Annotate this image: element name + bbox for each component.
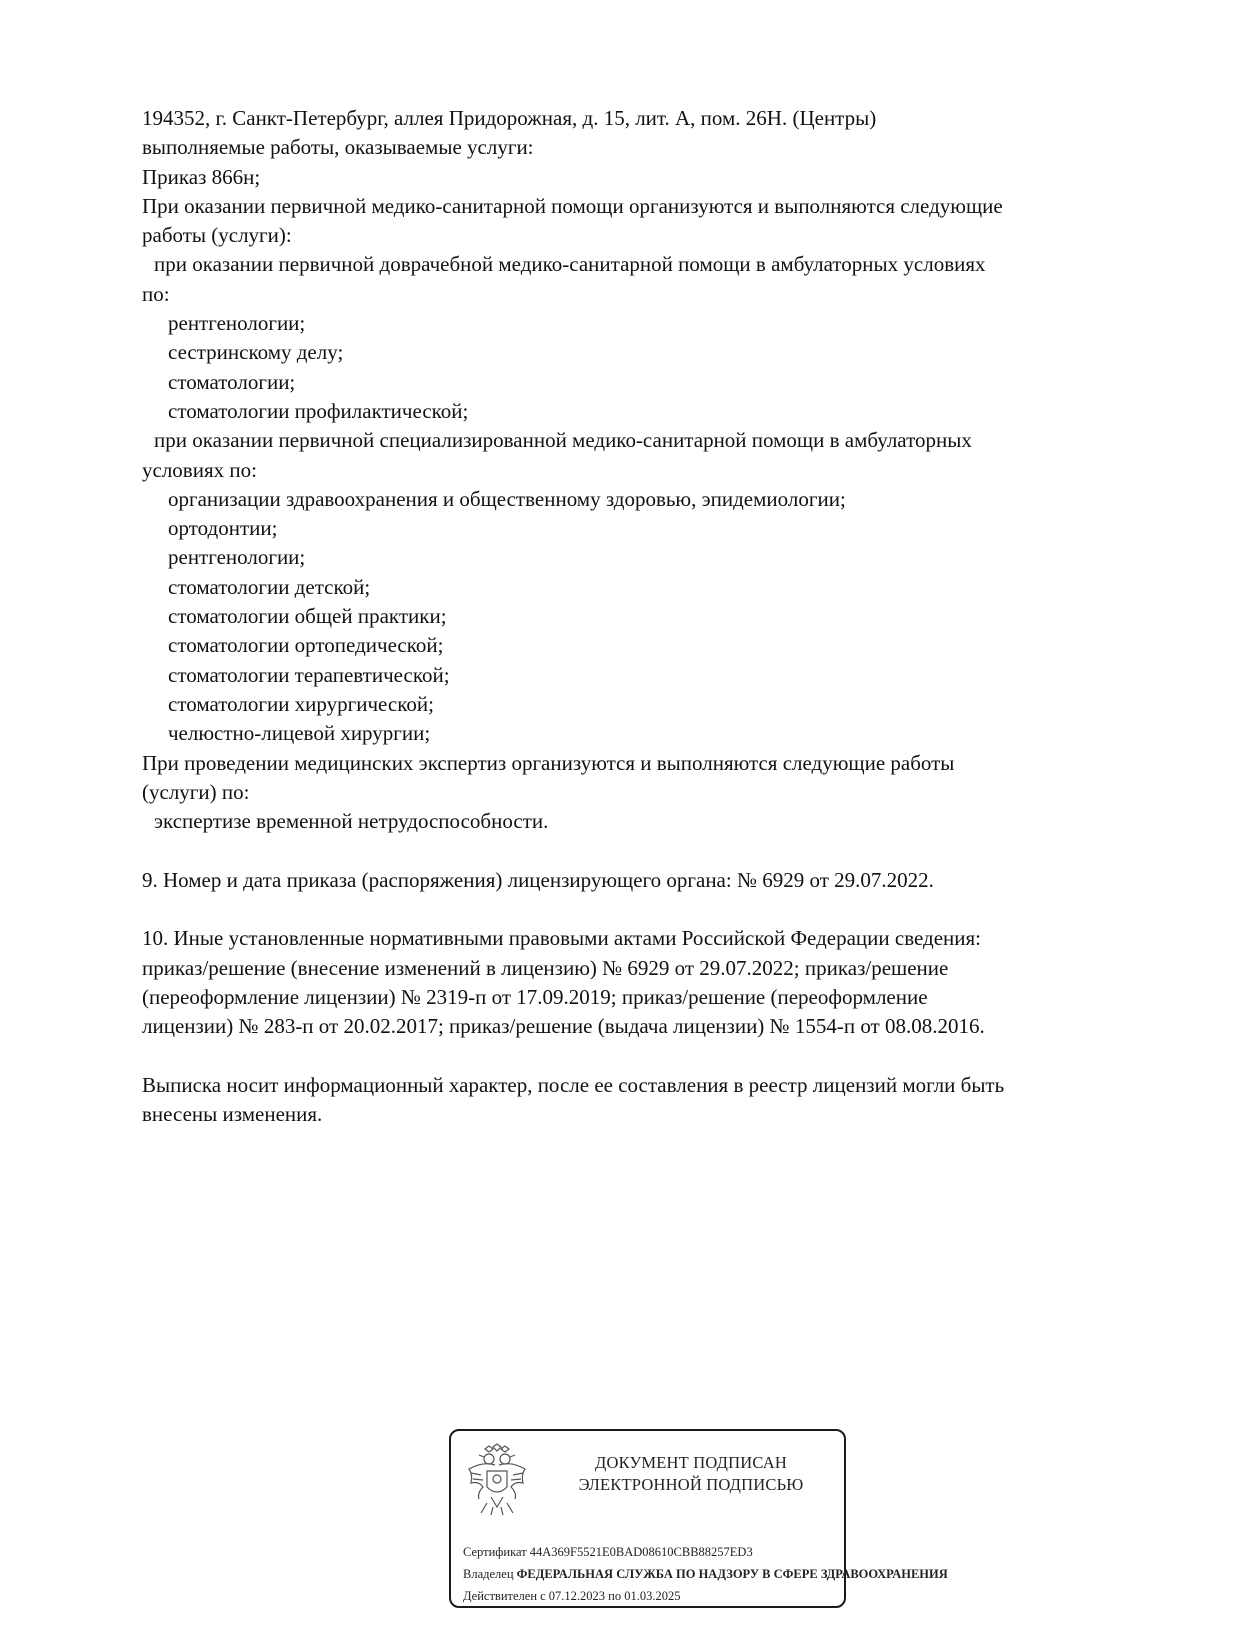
- list-item: рентгенологии;: [168, 545, 306, 570]
- list-item: экспертизе временной нетрудоспособности.: [154, 809, 549, 834]
- list-item: стоматологии общей практики;: [168, 604, 447, 629]
- text-line: При оказании первичной медико-санитарной помощи организуются и выполняются следующие: [142, 193, 1003, 218]
- text-line: Приказ 866н;: [142, 164, 261, 189]
- list-item: стоматологии ортопедической;: [168, 633, 444, 658]
- text-line: (переоформление лицензии) № 2319-п от 17.09.2019; приказ/решение (переоформление: [142, 984, 928, 1009]
- text-line: по:: [142, 281, 170, 306]
- document-body: [142, 104, 1142, 1129]
- list-item: сестринскому делу;: [168, 340, 344, 365]
- stamp-title-line1: ДОКУМЕНТ ПОДПИСАН: [595, 1453, 787, 1472]
- text-line: (услуги) по:: [142, 779, 250, 804]
- validity-row: Действителен с 07.12.2023 по 01.03.2025: [463, 1589, 681, 1603]
- electronic-signature-stamp: [449, 1429, 948, 1608]
- text-line: 10. Иные установленные нормативными правовыми актами Российской Федерации сведения:: [142, 926, 982, 951]
- certificate-row: [463, 1545, 753, 1560]
- text-line: 9. Номер и дата приказа (распоряжения) лицензирующего органа: № 6929 от 29.07.2022.: [142, 867, 934, 892]
- list-item: организации здравоохранения и общественному здоровью, эпидемиологии;: [168, 486, 846, 511]
- list-item: стоматологии хирургической;: [168, 691, 434, 716]
- owner-label: Владелец: [463, 1567, 514, 1581]
- owner-row: [463, 1567, 948, 1582]
- owner-value: ФЕДЕРАЛЬНАЯ СЛУЖБА ПО НАДЗОРУ В СФЕРЕ ЗДРАВООХРАНЕНИЯ: [516, 1567, 948, 1581]
- text-line: при оказании первичной специализированной медико-санитарной помощи в амбулаторных: [154, 428, 972, 453]
- text-line: Выписка носит информационный характер, после ее составления в реестр лицензий могли быть: [142, 1072, 1005, 1097]
- list-item: стоматологии профилактической;: [168, 398, 469, 423]
- blank-line: [142, 895, 1142, 924]
- text-line: 194352, г. Санкт-Петербург, аллея Придорожная, д. 15, лит. А, пом. 26Н. (Центры): [142, 106, 877, 130]
- list-item: стоматологии терапевтической;: [168, 662, 450, 687]
- list-item: челюстно-лицевой хирургии;: [168, 721, 431, 746]
- text-line: при оказании первичной доврачебной медико-санитарной помощи в амбулаторных условиях: [154, 252, 986, 277]
- certificate-value: 44A369F5521E0BAD08610CBB88257ED3: [529, 1545, 753, 1559]
- certificate-label: Сертификат: [463, 1545, 527, 1559]
- list-item: рентгенологии;: [168, 311, 306, 336]
- blank-line: [142, 1042, 1142, 1071]
- text-line: выполняемые работы, оказываемые услуги:: [142, 135, 534, 160]
- text-line: работы (услуги):: [142, 223, 292, 248]
- list-item: стоматологии;: [168, 369, 296, 394]
- russian-coat-of-arms-icon: [463, 1443, 531, 1517]
- text-line: приказ/решение (внесение изменений в лицензию) № 6929 от 29.07.2022; приказ/решение: [142, 955, 949, 980]
- text-line: лицензии) № 283-п от 20.02.2017; приказ/решение (выдача лицензии) № 1554-п от 08.08.2016.: [142, 1014, 985, 1039]
- list-item: ортодонтии;: [168, 516, 278, 541]
- blank-line: [142, 836, 1142, 865]
- text-line: При проведении медицинских экспертиз организуются и выполняются следующие работы: [142, 750, 955, 775]
- text-line: условиях по:: [142, 457, 257, 482]
- stamp-title-line2: ЭЛЕКТРОННОЙ ПОДПИСЬЮ: [578, 1475, 804, 1494]
- list-item: стоматологии детской;: [168, 574, 371, 599]
- text-line: внесены изменения.: [142, 1102, 323, 1127]
